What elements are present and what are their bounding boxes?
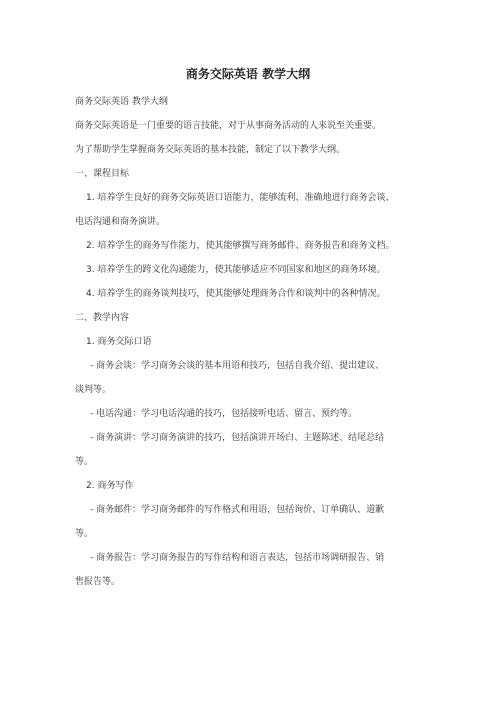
content-item-2: - 电话沟通：学习电话沟通的技巧，包括接听电话、留言、预约等。 xyxy=(90,409,358,419)
goal-2: 2. 培养学生的商务写作能力，使其能够撰写商务邮件、商务报告和商务文档。 xyxy=(86,241,395,251)
content-item-1-line-1: - 商务会谈：学习商务会谈的基本用语和技巧，包括自我介绍、提出建议、 xyxy=(90,361,385,371)
content-sub-2: 2. 商务写作 xyxy=(86,481,134,491)
goal-1-line-1: 1. 培养学生良好的商务交际英语口语能力，能够流利、准确地进行商务会谈、 xyxy=(86,193,395,203)
goal-3: 3. 培养学生的跨文化沟通能力，使其能够适应不同国家和地区的商务环境。 xyxy=(86,265,386,275)
intro-paragraph-1: 商务交际英语是一门重要的语言技能，对于从事商务活动的人来说至关重要。 xyxy=(75,121,382,131)
content-item-1-line-2: 谈判等。 xyxy=(75,385,112,395)
goal-4: 4. 培养学生的商务谈判技巧，使其能够处理商务合作和谈判中的各种情况。 xyxy=(86,289,386,299)
content-item-4-line-1: - 商务邮件：学习商务邮件的写作格式和用语，包括询价、订单确认、道歉 xyxy=(90,505,385,515)
section-heading-content: 二、教学内容 xyxy=(75,313,130,323)
document-subtitle: 商务交际英语 教学大纲 xyxy=(75,97,168,107)
goal-1-line-2: 电话沟通和商务演讲。 xyxy=(75,217,166,227)
content-item-4-line-2: 等。 xyxy=(75,529,94,539)
intro-paragraph-2: 为了帮助学生掌握商务交际英语的基本技能，制定了以下教学大纲。 xyxy=(75,145,346,155)
content-item-3-line-2: 等。 xyxy=(75,457,94,467)
content-item-5-line-2: 售报告等。 xyxy=(75,577,121,587)
document-title: 商务交际英语 教学大纲 xyxy=(185,67,311,81)
content-sub-1: 1. 商务交际口语 xyxy=(86,337,152,347)
section-heading-goals: 一、课程目标 xyxy=(75,169,130,179)
content-item-3-line-1: - 商务演讲：学习商务演讲的技巧，包括演讲开场白、主题陈述、结尾总结 xyxy=(90,433,385,443)
content-item-5-line-1: - 商务报告：学习商务报告的写作结构和语言表达，包括市场调研报告、销 xyxy=(90,553,385,563)
